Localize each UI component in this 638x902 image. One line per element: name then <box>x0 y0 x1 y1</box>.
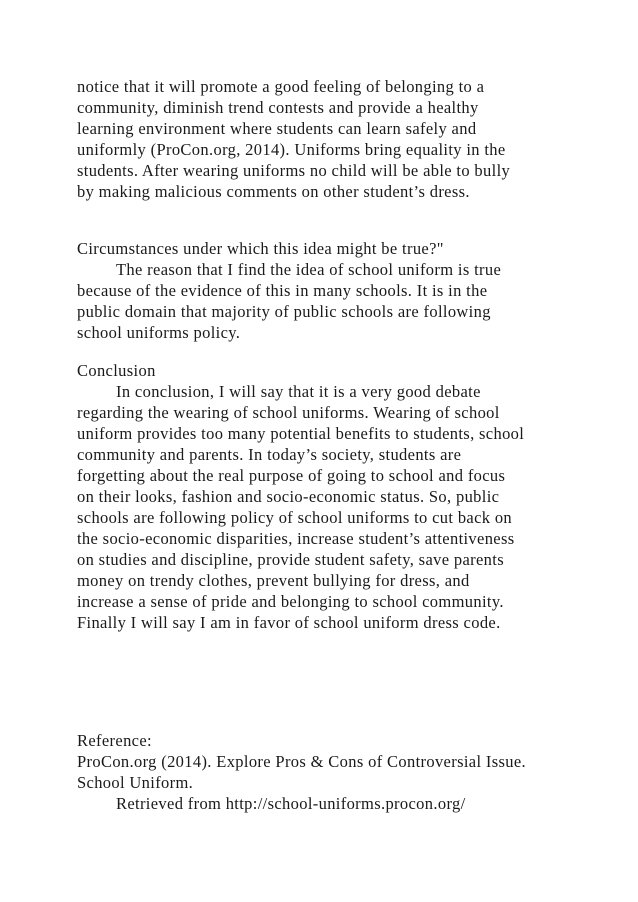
conclusion-line: increase a sense of pride and belonging to school community. <box>77 592 504 611</box>
circumstances-line: The reason that I find the idea of school uniform is true <box>116 260 502 279</box>
conclusion-line: on studies and discipline, provide student safety, save parents <box>77 550 504 569</box>
conclusion-line: on their looks, fashion and socio-economic status. So, public <box>77 487 500 506</box>
conclusion-line: In conclusion, I will say that it is a very good debate <box>116 382 481 401</box>
conclusion-line: schools are following policy of school uniforms to cut back on <box>77 508 513 527</box>
conclusion-line: Finally I will say I am in favor of school uniform dress code. <box>77 613 501 632</box>
intro-line: by making malicious comments on other student’s dress. <box>77 182 470 201</box>
circumstances-line: because of the evidence of this in many schools. It is in the <box>77 281 488 300</box>
reference-url-line: Retrieved from http://school-uniforms.procon.org/ <box>116 794 466 813</box>
intro-line: uniformly (ProCon.org, 2014). Uniforms bring equality in the <box>77 140 506 159</box>
conclusion-line: uniform provides too many potential benefits to students, school <box>77 424 525 443</box>
conclusion-line: money on trendy clothes, prevent bullying for dress, and <box>77 571 470 590</box>
intro-line: community, diminish trend contests and provide a healthy <box>77 98 479 117</box>
conclusion-line: the socio-economic disparities, increase student’s attentiveness <box>77 529 515 548</box>
circumstances-line: school uniforms policy. <box>77 323 241 342</box>
reference-heading: Reference: <box>77 731 152 750</box>
conclusion-line: forgetting about the real purpose of going to school and focus <box>77 466 506 485</box>
conclusion-line: regarding the wearing of school uniforms. Wearing of school <box>77 403 500 422</box>
reference-line: School Uniform. <box>77 773 194 792</box>
intro-line: notice that it will promote a good feeling of belonging to a <box>77 77 485 96</box>
conclusion-line: community and parents. In today’s society, students are <box>77 445 462 464</box>
reference-line: ProCon.org (2014). Explore Pros & Cons of Controversial Issue. <box>77 752 526 771</box>
intro-line: students. After wearing uniforms no child will be able to bully <box>77 161 511 180</box>
circumstances-heading: Circumstances under which this idea might be true?" <box>77 239 444 258</box>
circumstances-line: public domain that majority of public schools are following <box>77 302 491 321</box>
conclusion-heading: Conclusion <box>77 361 156 380</box>
intro-line: learning environment where students can learn safely and <box>77 119 477 138</box>
